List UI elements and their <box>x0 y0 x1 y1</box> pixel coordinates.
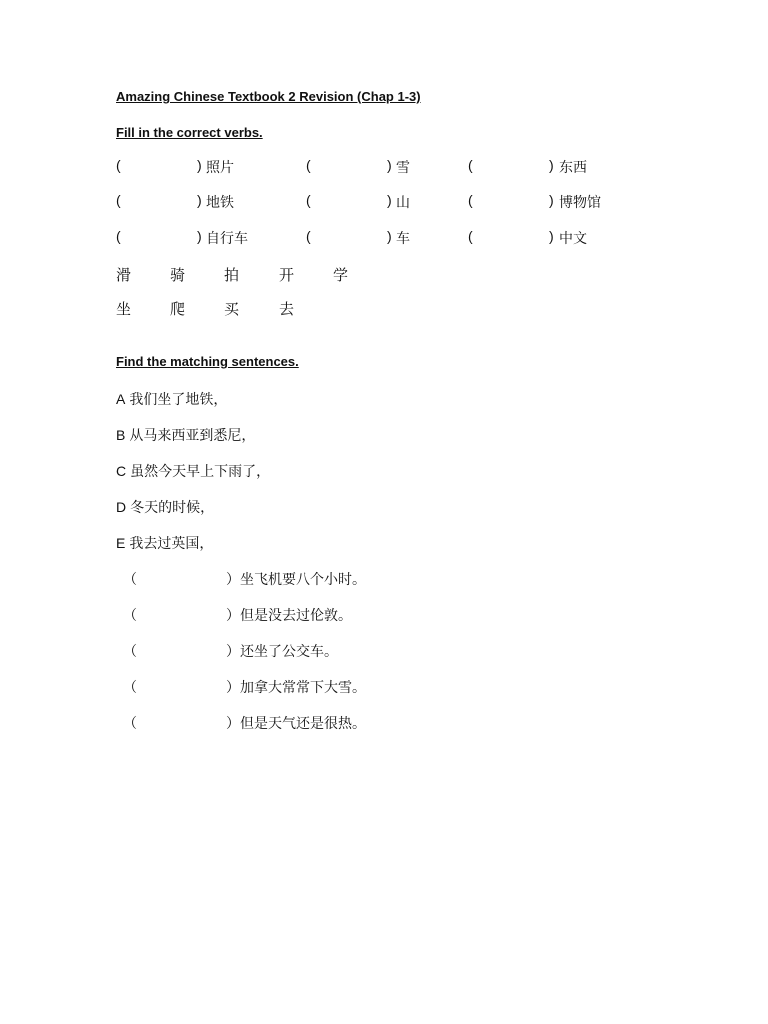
object-word: 车 <box>396 230 410 246</box>
verb-answer-blank[interactable] <box>124 228 195 246</box>
matching-row <box>123 605 423 625</box>
blank-open-paren: ( <box>116 157 121 173</box>
blank-close-paren: ) <box>387 157 392 173</box>
match-open-paren: （ <box>123 715 137 731</box>
sentence-text: 冬天的时候， <box>130 499 215 515</box>
blank-close-paren: ) <box>549 192 554 208</box>
blank-open-paren: ( <box>306 192 311 208</box>
verb-answer-blank[interactable] <box>476 228 547 246</box>
verb-answer-blank[interactable] <box>314 157 385 175</box>
sentence-ending: 加拿大常常下大雪。 <box>240 679 366 695</box>
match-open-paren: （ <box>123 643 137 659</box>
match-answer-blank[interactable] <box>139 641 223 659</box>
blank-open-paren: ( <box>116 228 121 244</box>
sentence-item <box>116 425 255 445</box>
object-word: 博物馆 <box>559 194 601 210</box>
verb-option: 开 <box>279 266 295 284</box>
sentence-item <box>116 389 227 409</box>
blank-open-paren: ( <box>468 192 473 208</box>
blank-open-paren: ( <box>116 192 121 208</box>
blank-close-paren: ) <box>197 192 202 208</box>
verb-answer-blank[interactable] <box>476 192 547 210</box>
sentence-text: 从马来西亚到悉尼， <box>129 427 256 443</box>
sentence-text: 我们坐了地铁， <box>129 391 228 407</box>
match-answer-blank[interactable] <box>139 569 223 587</box>
verb-answer-blank[interactable] <box>314 192 385 210</box>
verb-answer-blank[interactable] <box>314 228 385 246</box>
match-answer-blank[interactable] <box>139 713 223 731</box>
sentence-ending: 还坐了公交车。 <box>240 643 338 659</box>
verb-option: 坐 <box>116 300 132 318</box>
sentence-item <box>116 497 214 517</box>
sentence-letter: D <box>116 499 127 515</box>
sentence-text: 我去过英国， <box>129 535 214 551</box>
object-word: 照片 <box>206 159 234 175</box>
object-word: 自行车 <box>206 230 248 246</box>
object-word: 雪 <box>396 159 410 175</box>
sentence-text: 虽然今天早上下雨了， <box>130 463 271 479</box>
matching-row <box>123 641 423 661</box>
blank-close-paren: ) <box>197 228 202 244</box>
verb-answer-blank[interactable] <box>476 157 547 175</box>
object-word: 山 <box>396 194 410 210</box>
verb-option: 去 <box>279 300 295 318</box>
matching-row <box>123 569 423 589</box>
page-title: Amazing Chinese Textbook 2 Revision (Chap 1-3) <box>116 89 421 104</box>
match-close-paren: ） <box>226 679 240 695</box>
match-open-paren: （ <box>123 571 137 587</box>
sentence-letter: E <box>116 535 126 551</box>
sentence-ending: 但是没去过伦敦。 <box>240 607 352 623</box>
object-word: 东西 <box>559 159 587 175</box>
blank-close-paren: ) <box>549 157 554 173</box>
sentence-letter: B <box>116 427 126 443</box>
blank-open-paren: ( <box>468 157 473 173</box>
verb-option: 买 <box>224 300 240 318</box>
matching-row <box>123 677 423 697</box>
blank-open-paren: ( <box>468 228 473 244</box>
sentence-letter: A <box>116 391 126 407</box>
sentence-item <box>116 461 270 481</box>
blank-open-paren: ( <box>306 157 311 173</box>
sentence-ending: 但是天气还是很热。 <box>240 715 366 731</box>
verb-option: 学 <box>333 266 349 284</box>
verb-option: 拍 <box>224 266 240 284</box>
match-open-paren: （ <box>123 607 137 623</box>
matching-heading: Find the matching sentences. <box>116 354 299 369</box>
match-close-paren: ） <box>226 607 240 623</box>
sentence-item <box>116 533 213 553</box>
verb-option: 滑 <box>116 266 132 284</box>
blank-open-paren: ( <box>306 228 311 244</box>
object-word: 中文 <box>559 230 587 246</box>
blank-close-paren: ) <box>387 192 392 208</box>
blank-close-paren: ) <box>197 157 202 173</box>
match-answer-blank[interactable] <box>139 605 223 623</box>
fill-verbs-heading: Fill in the correct verbs. <box>116 125 263 140</box>
match-close-paren: ） <box>226 643 240 659</box>
match-answer-blank[interactable] <box>139 677 223 695</box>
match-close-paren: ） <box>226 715 240 731</box>
match-close-paren: ） <box>226 571 240 587</box>
verb-answer-blank[interactable] <box>124 157 195 175</box>
match-open-paren: （ <box>123 679 137 695</box>
verb-option: 爬 <box>170 300 186 318</box>
blank-close-paren: ) <box>387 228 392 244</box>
object-word: 地铁 <box>206 194 234 210</box>
sentence-ending: 坐飞机要八个小时。 <box>240 571 366 587</box>
verb-answer-blank[interactable] <box>124 192 195 210</box>
matching-row <box>123 713 423 733</box>
blank-close-paren: ) <box>549 228 554 244</box>
verb-option: 骑 <box>170 266 186 284</box>
sentence-letter: C <box>116 463 127 479</box>
